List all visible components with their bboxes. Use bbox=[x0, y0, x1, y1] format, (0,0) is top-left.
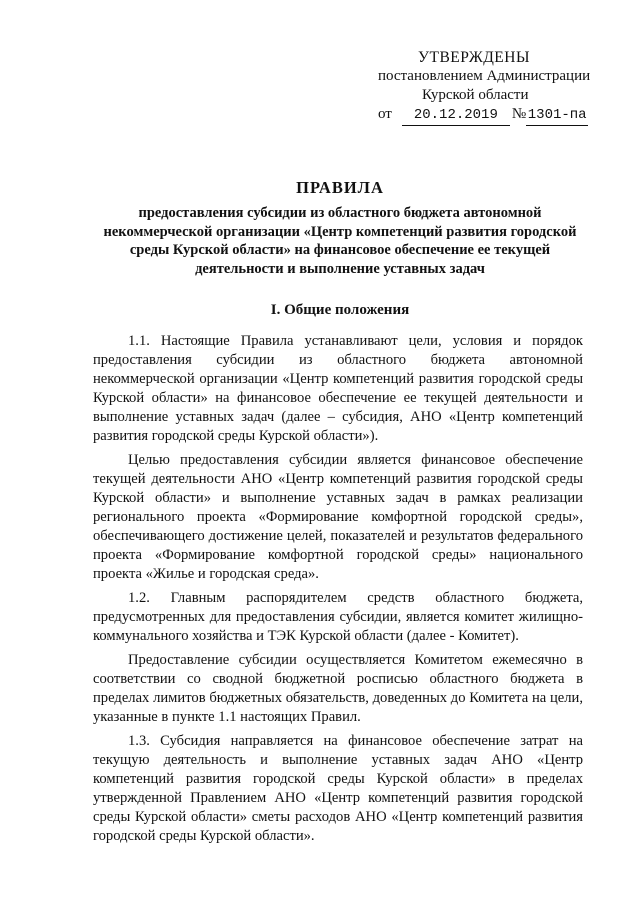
paragraph-1-1: 1.1. Настоящие Правила устанавливают цели, условия и порядок предоставления субсидии из областного бюджета автономной некоммерческой организации «Центр компетенций развития городской среды Курской области» на финансовое обеспечение ее текущей деятельности и выполнение уставных задач (далее – субсидия, АНО «Центр компетенций развития городской среды Курской области»). bbox=[93, 333, 583, 444]
paragraph-1-2: 1.2. Главным распорядителем средств областного бюджета, предусмотренных для предоставления субсидии, является комитет жилищно-коммунального хозяйства и ТЭК Курской области (далее - Комитет). bbox=[93, 590, 583, 644]
approval-date-row bbox=[378, 105, 618, 126]
approval-line-2: Курской области bbox=[422, 87, 529, 103]
section-heading: I. Общие положения bbox=[270, 302, 410, 318]
document-body bbox=[93, 332, 583, 851]
paragraph-provision: Предоставление субсидии осуществляется Комитетом ежемесячно в соответствии со сводной бюджетной росписью областного бюджета в пределах лимитов бюджетных обязательств, доведенных до Комитета на цели, указанные в пункте 1.1 настоящих Правил. bbox=[93, 652, 583, 725]
approval-title: УТВЕРЖДЕНЫ bbox=[418, 49, 530, 66]
approval-from-label: от bbox=[378, 106, 392, 122]
document-title: ПРАВИЛА bbox=[296, 178, 384, 197]
approval-line-1: постановлением Администрации bbox=[378, 68, 591, 84]
document-title-block bbox=[90, 178, 590, 278]
document-subtitle: предоставления субсидии из областного бюджета автономной некоммерческой организации «Центр компетенций развития городской среды Курской области» на финансовое обеспечение ее текущей деятельности и выполнение уставных задач bbox=[103, 205, 577, 277]
approval-date: 20.12.2019 bbox=[402, 106, 510, 126]
approval-stamp bbox=[378, 48, 618, 126]
approval-number: 1301-па bbox=[526, 106, 588, 126]
paragraph-1-3: 1.3. Субсидия направляется на финансовое обеспечение затрат на текущую деятельность и выполнение уставных задач АНО «Центр компетенций развития городской среды Курской области» в пределах утвержденной Правлением АНО «Центр компетенций развития городской среды Курской области» сметы расходов АНО «Центр компетенций развития городской среды Курской области». bbox=[93, 733, 583, 844]
paragraph-purpose: Целью предоставления субсидии является финансовое обеспечение текущей деятельности АНО «Центр компетенций развития городской среды Курской области» и выполнение уставных задач в рамках реализации регионального проекта «Формирование комфортной городской среды», обеспечивающего достижение целей, показателей и результатов федерального проекта «Формирование комфортной городской среды» национального проекта «Жилье и городская среда». bbox=[93, 452, 583, 582]
approval-number-label: № bbox=[511, 106, 527, 122]
